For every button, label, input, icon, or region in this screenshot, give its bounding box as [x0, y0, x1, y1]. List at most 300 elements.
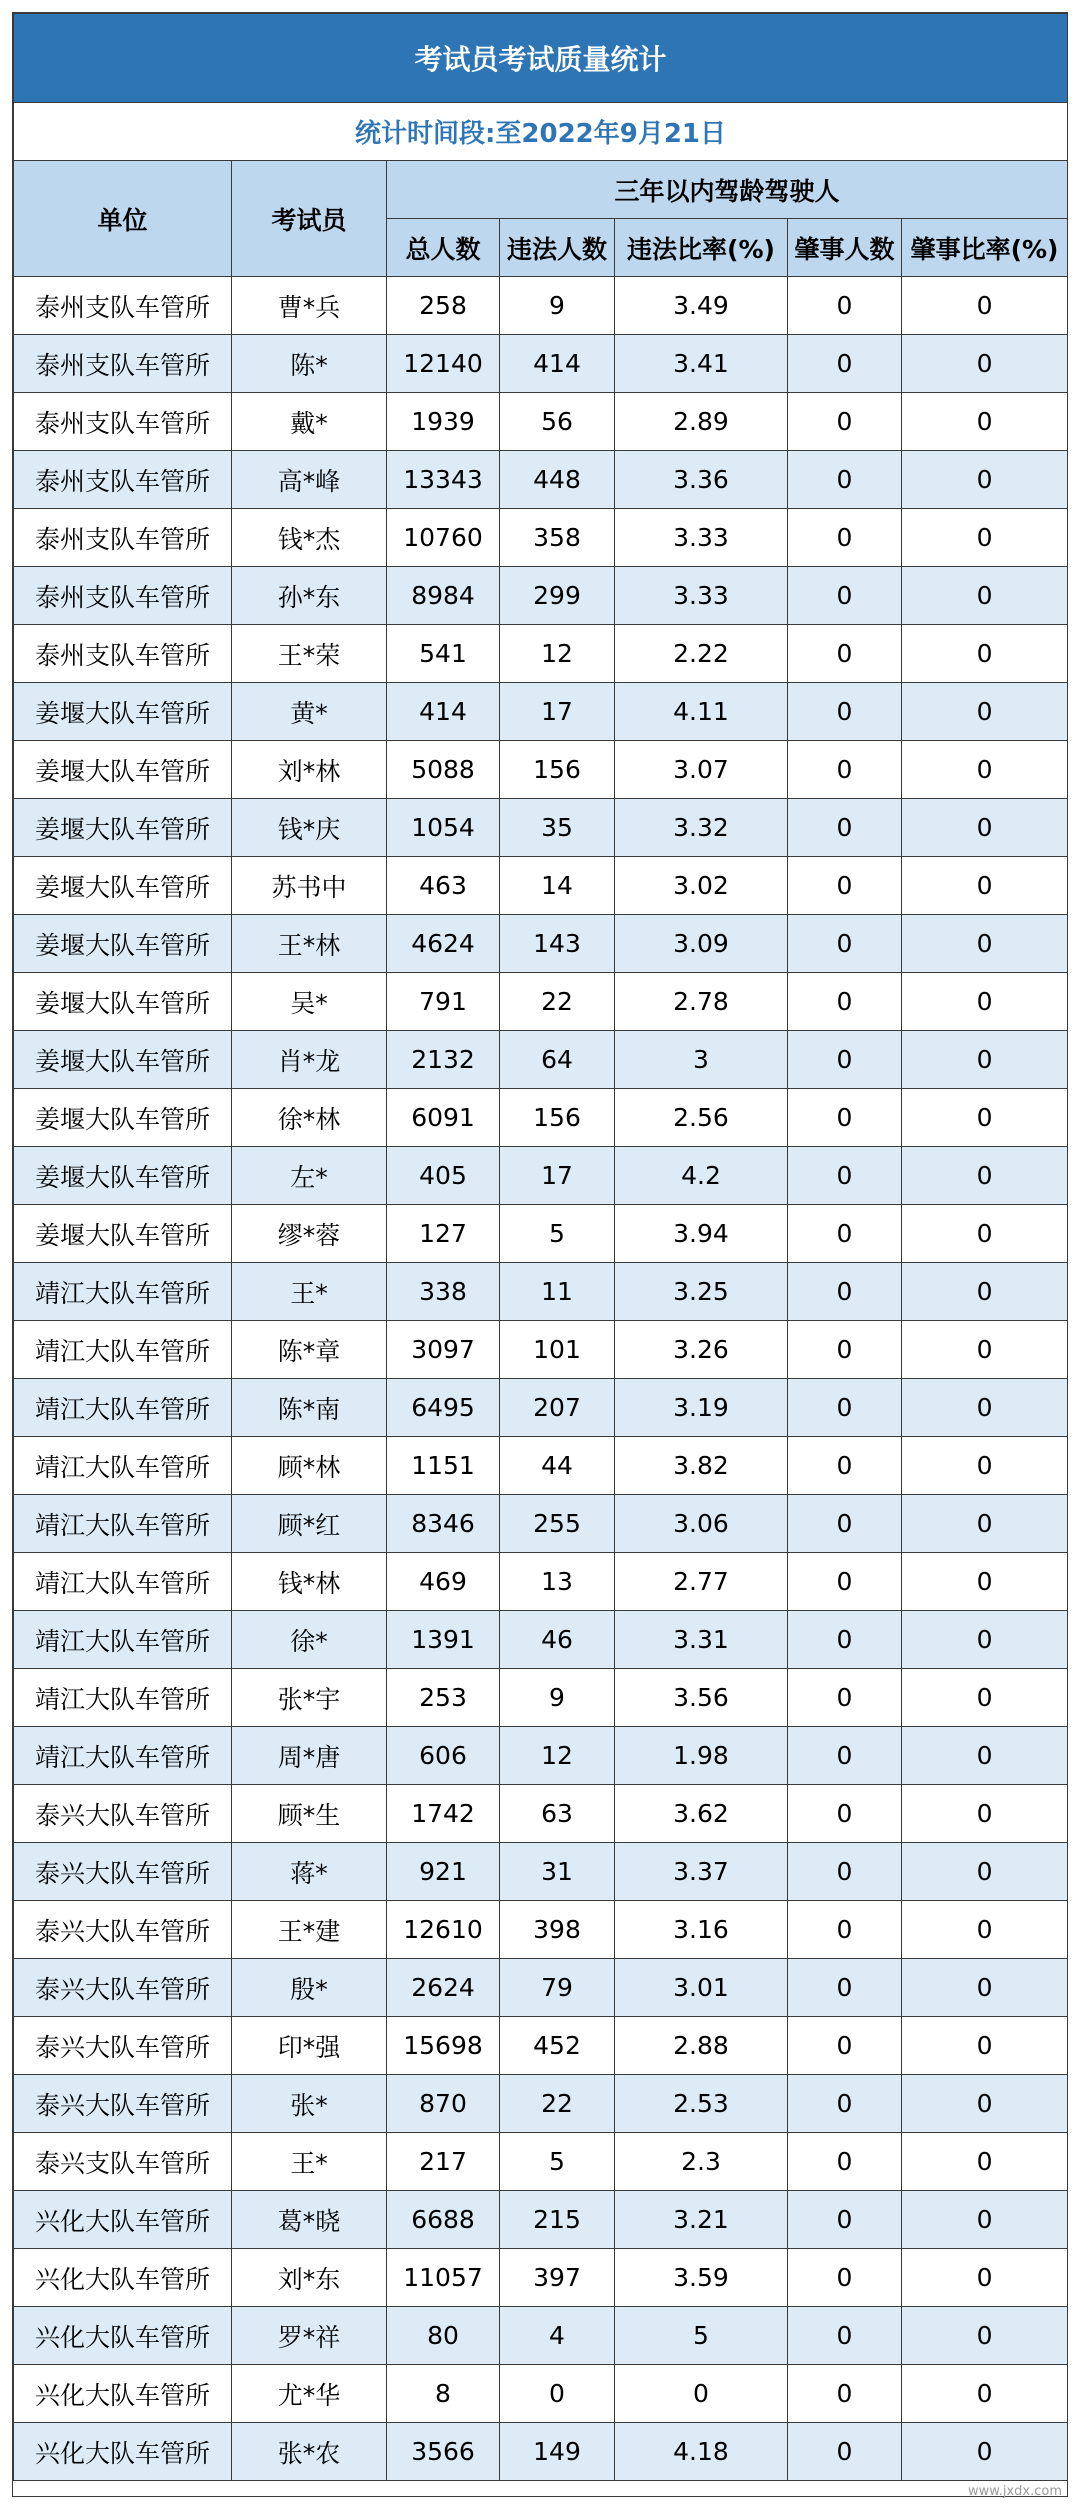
- cell-accident-rate: 0: [902, 1205, 1068, 1263]
- cell-examiner: 周*唐: [232, 1727, 387, 1785]
- cell-examiner: 罗*祥: [232, 2307, 387, 2365]
- cell-total: 12610: [387, 1901, 500, 1959]
- cell-unit: 泰州支队车管所: [14, 451, 232, 509]
- cell-violations: 215: [500, 2191, 615, 2249]
- cell-accident-rate: 0: [902, 509, 1068, 567]
- cell-unit: 泰兴支队车管所: [14, 2133, 232, 2191]
- cell-accidents: 0: [788, 1611, 902, 1669]
- watermark: www.jxdx.com: [968, 2484, 1062, 2499]
- cell-total: 2132: [387, 1031, 500, 1089]
- cell-violations: 207: [500, 1379, 615, 1437]
- cell-violation-rate: 0: [615, 2365, 788, 2423]
- cell-accidents: 0: [788, 857, 902, 915]
- cell-examiner: 张*农: [232, 2423, 387, 2481]
- cell-accidents: 0: [788, 277, 902, 335]
- cell-violation-rate: 4.11: [615, 683, 788, 741]
- cell-total: 606: [387, 1727, 500, 1785]
- cell-total: 3097: [387, 1321, 500, 1379]
- cell-total: 2624: [387, 1959, 500, 2017]
- cell-unit: 兴化大队车管所: [14, 2365, 232, 2423]
- cell-accident-rate: 0: [902, 393, 1068, 451]
- cell-total: 469: [387, 1553, 500, 1611]
- cell-unit: 泰州支队车管所: [14, 335, 232, 393]
- cell-examiner: 王*: [232, 2133, 387, 2191]
- cell-violation-rate: 2.53: [615, 2075, 788, 2133]
- cell-violation-rate: 3.02: [615, 857, 788, 915]
- cell-violation-rate: 3.01: [615, 1959, 788, 2017]
- cell-accident-rate: 0: [902, 1437, 1068, 1495]
- cell-total: 5088: [387, 741, 500, 799]
- cell-examiner: 顾*生: [232, 1785, 387, 1843]
- cell-accidents: 0: [788, 1727, 902, 1785]
- cell-violation-rate: 3.31: [615, 1611, 788, 1669]
- cell-unit: 泰州支队车管所: [14, 625, 232, 683]
- cell-violations: 14: [500, 857, 615, 915]
- table-row: [14, 1727, 1068, 1785]
- cell-accidents: 0: [788, 625, 902, 683]
- cell-violation-rate: 3.16: [615, 1901, 788, 1959]
- cell-unit: 姜堰大队车管所: [14, 799, 232, 857]
- table-row: [14, 2075, 1068, 2133]
- cell-total: 8: [387, 2365, 500, 2423]
- cell-unit: 姜堰大队车管所: [14, 857, 232, 915]
- cell-unit: 靖江大队车管所: [14, 1553, 232, 1611]
- cell-examiner: 肖*龙: [232, 1031, 387, 1089]
- cell-accidents: 0: [788, 2365, 902, 2423]
- cell-total: 338: [387, 1263, 500, 1321]
- cell-violations: 398: [500, 1901, 615, 1959]
- cell-examiner: 顾*林: [232, 1437, 387, 1495]
- cell-total: 13343: [387, 451, 500, 509]
- cell-accident-rate: 0: [902, 277, 1068, 335]
- table-row: [14, 1669, 1068, 1727]
- cell-accidents: 0: [788, 2191, 902, 2249]
- cell-violations: 64: [500, 1031, 615, 1089]
- cell-accidents: 0: [788, 2075, 902, 2133]
- cell-accidents: 0: [788, 683, 902, 741]
- cell-accident-rate: 0: [902, 915, 1068, 973]
- cell-total: 8984: [387, 567, 500, 625]
- table-row: [14, 2423, 1068, 2481]
- cell-examiner: 蒋*: [232, 1843, 387, 1901]
- cell-accident-rate: 0: [902, 2365, 1068, 2423]
- cell-unit: 泰州支队车管所: [14, 509, 232, 567]
- cell-accidents: 0: [788, 2307, 902, 2365]
- table-row: [14, 1205, 1068, 1263]
- cell-unit: 姜堰大队车管所: [14, 683, 232, 741]
- cell-violations: 13: [500, 1553, 615, 1611]
- cell-examiner: 尤*华: [232, 2365, 387, 2423]
- cell-total: 1939: [387, 393, 500, 451]
- cell-violations: 414: [500, 335, 615, 393]
- cell-violation-rate: 3.21: [615, 2191, 788, 2249]
- cell-total: 1151: [387, 1437, 500, 1495]
- cell-accidents: 0: [788, 335, 902, 393]
- table-row: [14, 1437, 1068, 1495]
- cell-violation-rate: 2.22: [615, 625, 788, 683]
- table-row: [14, 1611, 1068, 1669]
- cell-total: 6495: [387, 1379, 500, 1437]
- cell-accident-rate: 0: [902, 741, 1068, 799]
- cell-violations: 448: [500, 451, 615, 509]
- cell-accident-rate: 0: [902, 1147, 1068, 1205]
- cell-violation-rate: 3.82: [615, 1437, 788, 1495]
- cell-examiner: 缪*蓉: [232, 1205, 387, 1263]
- cell-accidents: 0: [788, 915, 902, 973]
- cell-total: 11057: [387, 2249, 500, 2307]
- cell-total: 1742: [387, 1785, 500, 1843]
- cell-accident-rate: 0: [902, 799, 1068, 857]
- cell-accidents: 0: [788, 973, 902, 1031]
- cell-examiner: 陈*: [232, 335, 387, 393]
- cell-total: 8346: [387, 1495, 500, 1553]
- cell-accident-rate: 0: [902, 2191, 1068, 2249]
- cell-examiner: 徐*林: [232, 1089, 387, 1147]
- cell-examiner: 戴*: [232, 393, 387, 451]
- table-row: [14, 1321, 1068, 1379]
- cell-accident-rate: 0: [902, 973, 1068, 1031]
- cell-total: 405: [387, 1147, 500, 1205]
- table-row: [14, 1147, 1068, 1205]
- cell-unit: 靖江大队车管所: [14, 1321, 232, 1379]
- cell-total: 791: [387, 973, 500, 1031]
- cell-accident-rate: 0: [902, 1321, 1068, 1379]
- cell-violations: 46: [500, 1611, 615, 1669]
- cell-accidents: 0: [788, 741, 902, 799]
- cell-violation-rate: 2.78: [615, 973, 788, 1031]
- cell-violation-rate: 3.62: [615, 1785, 788, 1843]
- cell-accident-rate: 0: [902, 625, 1068, 683]
- cell-examiner: 殷*: [232, 1959, 387, 2017]
- cell-accident-rate: 0: [902, 2133, 1068, 2191]
- cell-violation-rate: 3.26: [615, 1321, 788, 1379]
- cell-unit: 姜堰大队车管所: [14, 1147, 232, 1205]
- header-group-new-drivers: 三年以内驾龄驾驶人: [387, 161, 1068, 219]
- cell-unit: 泰州支队车管所: [14, 277, 232, 335]
- cell-accident-rate: 0: [902, 2017, 1068, 2075]
- cell-total: 6091: [387, 1089, 500, 1147]
- cell-unit: 泰州支队车管所: [14, 567, 232, 625]
- cell-violation-rate: 3.56: [615, 1669, 788, 1727]
- header-examiner: 考试员: [232, 161, 387, 277]
- cell-violations: 5: [500, 1205, 615, 1263]
- cell-examiner: 张*: [232, 2075, 387, 2133]
- cell-accident-rate: 0: [902, 1611, 1068, 1669]
- cell-accidents: 0: [788, 1495, 902, 1553]
- cell-violation-rate: 3.32: [615, 799, 788, 857]
- cell-violations: 9: [500, 1669, 615, 1727]
- cell-unit: 姜堰大队车管所: [14, 1205, 232, 1263]
- cell-accidents: 0: [788, 2133, 902, 2191]
- cell-violation-rate: 3.49: [615, 277, 788, 335]
- cell-violations: 79: [500, 1959, 615, 2017]
- cell-violations: 11: [500, 1263, 615, 1321]
- cell-violation-rate: 3.06: [615, 1495, 788, 1553]
- cell-examiner: 陈*章: [232, 1321, 387, 1379]
- cell-examiner: 苏书中: [232, 857, 387, 915]
- cell-unit: 靖江大队车管所: [14, 1495, 232, 1553]
- cell-violations: 17: [500, 683, 615, 741]
- cell-violations: 149: [500, 2423, 615, 2481]
- cell-unit: 泰兴大队车管所: [14, 1843, 232, 1901]
- table-row: [14, 1553, 1068, 1611]
- cell-violations: 44: [500, 1437, 615, 1495]
- cell-unit: 兴化大队车管所: [14, 2423, 232, 2481]
- cell-total: 10760: [387, 509, 500, 567]
- cell-accident-rate: 0: [902, 451, 1068, 509]
- cell-accidents: 0: [788, 799, 902, 857]
- table-row: [14, 1379, 1068, 1437]
- table-row: [14, 799, 1068, 857]
- cell-violations: 299: [500, 567, 615, 625]
- cell-unit: 泰兴大队车管所: [14, 1901, 232, 1959]
- cell-unit: 姜堰大队车管所: [14, 915, 232, 973]
- cell-accident-rate: 0: [902, 1553, 1068, 1611]
- table-row: [14, 625, 1068, 683]
- cell-total: 414: [387, 683, 500, 741]
- cell-unit: 兴化大队车管所: [14, 2249, 232, 2307]
- table-row: [14, 2017, 1068, 2075]
- cell-violations: 156: [500, 1089, 615, 1147]
- cell-violation-rate: 2.56: [615, 1089, 788, 1147]
- cell-examiner: 王*: [232, 1263, 387, 1321]
- cell-accident-rate: 0: [902, 1901, 1068, 1959]
- cell-accidents: 0: [788, 1321, 902, 1379]
- cell-accidents: 0: [788, 1147, 902, 1205]
- cell-accident-rate: 0: [902, 2307, 1068, 2365]
- cell-examiner: 王*荣: [232, 625, 387, 683]
- cell-violations: 358: [500, 509, 615, 567]
- cell-accidents: 0: [788, 1089, 902, 1147]
- cell-examiner: 曹*兵: [232, 277, 387, 335]
- table-row: [14, 915, 1068, 973]
- table-row: [14, 2133, 1068, 2191]
- cell-accident-rate: 0: [902, 1031, 1068, 1089]
- table-row: [14, 2249, 1068, 2307]
- cell-total: 3566: [387, 2423, 500, 2481]
- cell-total: 4624: [387, 915, 500, 973]
- cell-accident-rate: 0: [902, 1959, 1068, 2017]
- cell-unit: 泰兴大队车管所: [14, 1785, 232, 1843]
- cell-violations: 12: [500, 1727, 615, 1785]
- cell-accident-rate: 0: [902, 2075, 1068, 2133]
- cell-unit: 姜堰大队车管所: [14, 1031, 232, 1089]
- cell-examiner: 刘*东: [232, 2249, 387, 2307]
- cell-accidents: 0: [788, 1379, 902, 1437]
- cell-accident-rate: 0: [902, 335, 1068, 393]
- cell-accident-rate: 0: [902, 1727, 1068, 1785]
- cell-violations: 56: [500, 393, 615, 451]
- cell-violation-rate: 3.07: [615, 741, 788, 799]
- cell-violation-rate: 3.33: [615, 509, 788, 567]
- cell-accident-rate: 0: [902, 683, 1068, 741]
- cell-examiner: 孙*东: [232, 567, 387, 625]
- table-row: [14, 277, 1068, 335]
- cell-unit: 靖江大队车管所: [14, 1669, 232, 1727]
- cell-total: 15698: [387, 2017, 500, 2075]
- cell-unit: 泰兴大队车管所: [14, 2017, 232, 2075]
- cell-examiner: 吴*: [232, 973, 387, 1031]
- cell-unit: 靖江大队车管所: [14, 1727, 232, 1785]
- cell-total: 217: [387, 2133, 500, 2191]
- cell-violations: 101: [500, 1321, 615, 1379]
- table-row: [14, 567, 1068, 625]
- cell-violations: 4: [500, 2307, 615, 2365]
- cell-accidents: 0: [788, 509, 902, 567]
- header-unit: 单位: [14, 161, 232, 277]
- cell-examiner: 印*强: [232, 2017, 387, 2075]
- cell-total: 6688: [387, 2191, 500, 2249]
- cell-accidents: 0: [788, 567, 902, 625]
- exam-quality-table: [13, 13, 1068, 2481]
- cell-unit: 泰兴大队车管所: [14, 2075, 232, 2133]
- header-total: 总人数: [387, 219, 500, 277]
- cell-total: 463: [387, 857, 500, 915]
- cell-total: 12140: [387, 335, 500, 393]
- cell-violations: 5: [500, 2133, 615, 2191]
- cell-total: 258: [387, 277, 500, 335]
- cell-accident-rate: 0: [902, 2249, 1068, 2307]
- table-row: [14, 973, 1068, 1031]
- cell-accidents: 0: [788, 1959, 902, 2017]
- table-row: [14, 1843, 1068, 1901]
- cell-accident-rate: 0: [902, 1263, 1068, 1321]
- cell-violation-rate: 4.2: [615, 1147, 788, 1205]
- table-row: [14, 2365, 1068, 2423]
- cell-violation-rate: 2.89: [615, 393, 788, 451]
- cell-total: 80: [387, 2307, 500, 2365]
- cell-examiner: 徐*: [232, 1611, 387, 1669]
- cell-unit: 靖江大队车管所: [14, 1263, 232, 1321]
- stats-table-frame: [12, 12, 1068, 2497]
- cell-unit: 兴化大队车管所: [14, 2191, 232, 2249]
- cell-violations: 397: [500, 2249, 615, 2307]
- table-row: [14, 335, 1068, 393]
- cell-violations: 35: [500, 799, 615, 857]
- table-row: [14, 1031, 1068, 1089]
- cell-accident-rate: 0: [902, 1669, 1068, 1727]
- cell-examiner: 钱*庆: [232, 799, 387, 857]
- cell-unit: 泰兴大队车管所: [14, 1959, 232, 2017]
- cell-violations: 31: [500, 1843, 615, 1901]
- cell-violation-rate: 3.09: [615, 915, 788, 973]
- cell-violations: 22: [500, 2075, 615, 2133]
- cell-accidents: 0: [788, 1437, 902, 1495]
- table-row: [14, 1263, 1068, 1321]
- cell-accidents: 0: [788, 1553, 902, 1611]
- cell-violations: 452: [500, 2017, 615, 2075]
- cell-examiner: 钱*林: [232, 1553, 387, 1611]
- cell-unit: 兴化大队车管所: [14, 2307, 232, 2365]
- cell-unit: 姜堰大队车管所: [14, 1089, 232, 1147]
- cell-accidents: 0: [788, 1205, 902, 1263]
- cell-violation-rate: 3.19: [615, 1379, 788, 1437]
- cell-total: 541: [387, 625, 500, 683]
- cell-examiner: 黄*: [232, 683, 387, 741]
- table-row: [14, 683, 1068, 741]
- cell-total: 1054: [387, 799, 500, 857]
- cell-accidents: 0: [788, 393, 902, 451]
- cell-total: 253: [387, 1669, 500, 1727]
- cell-violation-rate: 3.94: [615, 1205, 788, 1263]
- header-accidents: 肇事人数: [788, 219, 902, 277]
- table-title: 考试员考试质量统计: [14, 14, 1068, 103]
- cell-accidents: 0: [788, 1901, 902, 1959]
- cell-violations: 12: [500, 625, 615, 683]
- cell-violation-rate: 4.18: [615, 2423, 788, 2481]
- cell-accidents: 0: [788, 2017, 902, 2075]
- cell-unit: 泰州支队车管所: [14, 393, 232, 451]
- cell-violation-rate: 3.36: [615, 451, 788, 509]
- cell-examiner: 葛*晓: [232, 2191, 387, 2249]
- cell-violations: 143: [500, 915, 615, 973]
- cell-total: 1391: [387, 1611, 500, 1669]
- cell-violation-rate: 3.59: [615, 2249, 788, 2307]
- header-accident-rate: 肇事比率(%): [902, 219, 1068, 277]
- cell-violations: 17: [500, 1147, 615, 1205]
- cell-unit: 姜堰大队车管所: [14, 741, 232, 799]
- cell-accident-rate: 0: [902, 1843, 1068, 1901]
- cell-total: 921: [387, 1843, 500, 1901]
- table-row: [14, 1089, 1068, 1147]
- cell-violation-rate: 3.41: [615, 335, 788, 393]
- table-row: [14, 1785, 1068, 1843]
- cell-unit: 靖江大队车管所: [14, 1611, 232, 1669]
- cell-violation-rate: 3: [615, 1031, 788, 1089]
- cell-examiner: 张*宇: [232, 1669, 387, 1727]
- table-row: [14, 1495, 1068, 1553]
- cell-total: 870: [387, 2075, 500, 2133]
- cell-examiner: 王*林: [232, 915, 387, 973]
- table-row: [14, 1901, 1068, 1959]
- cell-accident-rate: 0: [902, 2423, 1068, 2481]
- cell-violations: 22: [500, 973, 615, 1031]
- table-row: [14, 741, 1068, 799]
- cell-accidents: 0: [788, 451, 902, 509]
- table-row: [14, 509, 1068, 567]
- cell-violation-rate: 2.3: [615, 2133, 788, 2191]
- table-row: [14, 1959, 1068, 2017]
- cell-accidents: 0: [788, 1263, 902, 1321]
- cell-violation-rate: 1.98: [615, 1727, 788, 1785]
- table-row: [14, 2191, 1068, 2249]
- cell-violation-rate: 2.88: [615, 2017, 788, 2075]
- header-violation-rate: 违法比率(%): [615, 219, 788, 277]
- cell-accident-rate: 0: [902, 1495, 1068, 1553]
- header-violations: 违法人数: [500, 219, 615, 277]
- cell-violations: 63: [500, 1785, 615, 1843]
- cell-examiner: 陈*南: [232, 1379, 387, 1437]
- table-body: [14, 277, 1068, 2481]
- table-row: [14, 451, 1068, 509]
- cell-violation-rate: 5: [615, 2307, 788, 2365]
- cell-violation-rate: 3.33: [615, 567, 788, 625]
- cell-examiner: 左*: [232, 1147, 387, 1205]
- cell-violations: 9: [500, 277, 615, 335]
- cell-violations: 156: [500, 741, 615, 799]
- cell-violations: 255: [500, 1495, 615, 1553]
- cell-unit: 靖江大队车管所: [14, 1379, 232, 1437]
- cell-accidents: 0: [788, 1669, 902, 1727]
- cell-examiner: 刘*林: [232, 741, 387, 799]
- cell-accidents: 0: [788, 2423, 902, 2481]
- statistics-period: 统计时间段:至2022年9月21日: [14, 103, 1068, 161]
- cell-accident-rate: 0: [902, 1089, 1068, 1147]
- cell-examiner: 顾*红: [232, 1495, 387, 1553]
- cell-total: 127: [387, 1205, 500, 1263]
- cell-violation-rate: 2.77: [615, 1553, 788, 1611]
- cell-accidents: 0: [788, 2249, 902, 2307]
